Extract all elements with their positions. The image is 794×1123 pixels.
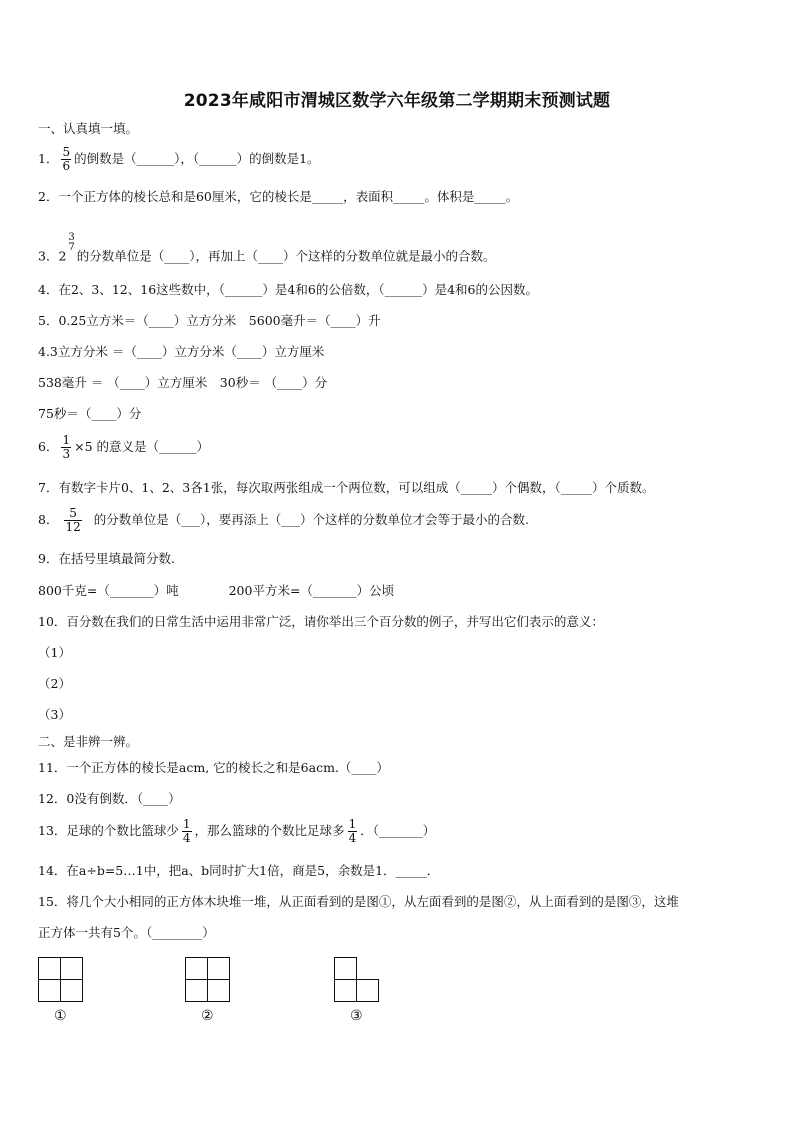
- grid-cell: [38, 979, 61, 1002]
- question-4: 4．在2、3、12、16这些数中，（______）是4和6的公倍数，（______）是4和6的公因数。: [38, 282, 538, 297]
- fraction: $\frac{1}{4}$: [348, 817, 357, 845]
- question-number: 1．: [38, 151, 59, 166]
- question-text: 的分数单位是（____），再加上（____）个这样的分数单位就是最小的合数。: [76, 248, 496, 264]
- question-9-items: 800千克=（_______）吨 200平方米=（_______）公顷: [38, 583, 395, 598]
- fraction: $\frac{1}{4}$: [182, 817, 191, 845]
- question-15-line-1: 15．将几个大小相同的正方体木块堆一堆，从正面看到的是图①，从左面看到的是图②，从上面看到的是图③，这堆: [38, 894, 679, 909]
- question-number: 3．2: [38, 248, 67, 264]
- figure-label-2: ②: [201, 1008, 214, 1024]
- question-15-line-2: 正方体一共有5个。（________）: [38, 925, 215, 940]
- grid-cell: [207, 957, 230, 980]
- question-5-part-b: 4.3立方分米 ＝（____）立方分米（____）立方厘米: [38, 344, 325, 359]
- question-text: 的分数单位是（___），要再添上（___）个这样的分数单位才会等于最小的合数.: [93, 512, 529, 527]
- question-text: ×5 的意义是（______）: [74, 439, 209, 454]
- question-14: 14．在a÷b=5…1中，把a、b同时扩大1倍，商是5，余数是1．_____．: [38, 863, 440, 878]
- grid-cell: [207, 979, 230, 1002]
- figure-label-3: ③: [350, 1008, 363, 1024]
- question-5-part-d: 75秒＝（____）分: [38, 406, 142, 421]
- mixed-fraction: 3 7: [68, 232, 75, 253]
- grid-cell: [60, 979, 83, 1002]
- figure-label-1: ①: [54, 1008, 67, 1024]
- figure-left-view: [185, 957, 231, 1003]
- grid-cell: [334, 979, 357, 1002]
- question-13: [38, 818, 435, 845]
- question-text: ，那么篮球的个数比足球多: [194, 823, 345, 838]
- question-1: [38, 146, 320, 173]
- grid-cell: [38, 957, 61, 980]
- question-6: [38, 434, 209, 461]
- question-text: 13．足球的个数比篮球少: [38, 823, 179, 838]
- question-text: ．（_______）: [360, 823, 436, 838]
- question-10-item-3: （3）: [38, 707, 71, 722]
- question-text: 的倒数是（______），（______）的倒数是1。: [74, 151, 320, 166]
- question-number: 8．: [38, 512, 59, 527]
- grid-cell: [60, 957, 83, 980]
- fraction: $\frac{5}{6}$: [62, 145, 71, 173]
- question-10: 10．百分数在我们的日常生活中运用非常广泛，请你举出三个百分数的例子，并写出它们表示的意义：: [38, 614, 604, 629]
- page-title: 2023年咸阳市渭城区数学六年级第二学期期末预测试题: [183, 91, 611, 111]
- question-8: [38, 507, 529, 534]
- question-3: [38, 232, 496, 267]
- figure-top-view: [334, 957, 380, 1003]
- grid-cell: [356, 979, 379, 1002]
- question-10-item-2: （2）: [38, 676, 71, 691]
- question-number: 6．: [38, 439, 59, 454]
- fraction: $\frac{1}{3}$: [62, 433, 71, 461]
- section-heading-judge: 二、是非辨一辨。: [38, 734, 139, 749]
- question-5-part-a: 5．0.25立方米＝（____）立方分米 5600毫升＝（____）升: [38, 313, 381, 328]
- question-5-part-c: 538毫升 ＝ （____）立方厘米 30秒＝ （____）分: [38, 375, 328, 390]
- fraction: $\frac{5}{12}$: [65, 506, 81, 534]
- question-7: 7．有数字卡片0、1、2、3各1张，每次取两张组成一个两位数，可以组成（_____）个偶数，（_____）个质数。: [38, 480, 655, 495]
- grid-cell: [185, 957, 208, 980]
- section-heading-fill: 一、认真填一填。: [38, 121, 139, 136]
- question-2: 2．一个正方体的棱长总和是60厘米，它的棱长是_____，表面积_____。体积是_____。: [38, 189, 519, 204]
- grid-cell: [185, 979, 208, 1002]
- question-12: 12．0没有倒数．（____）: [38, 791, 181, 806]
- question-11: 11．一个正方体的棱长是acm, 它的棱长之和是6acm.（____）: [38, 760, 389, 775]
- grid-cell: [334, 957, 357, 980]
- question-10-item-1: （1）: [38, 645, 71, 660]
- figure-front-view: [38, 957, 84, 1003]
- question-9: 9．在括号里填最简分数.: [38, 551, 175, 566]
